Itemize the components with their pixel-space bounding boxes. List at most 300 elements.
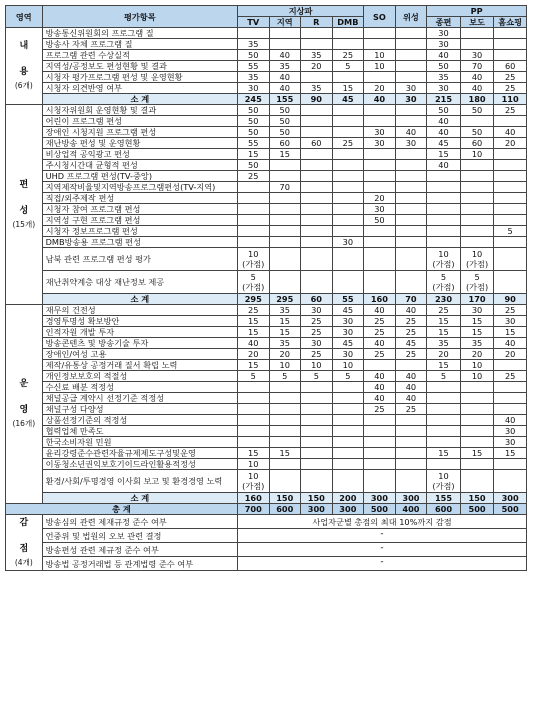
score-cell: [395, 61, 427, 72]
score-cell: [395, 437, 427, 448]
score-cell: [395, 204, 427, 215]
score-cell: [364, 426, 396, 437]
header-local: 지역: [269, 17, 301, 28]
score-cell: [364, 360, 396, 371]
score-cell: 40: [364, 393, 396, 404]
score-cell: 25: [237, 305, 269, 316]
header-item: 평가항목: [42, 6, 237, 28]
sub-value: 55: [332, 294, 364, 305]
score-cell: [237, 470, 269, 493]
score-cell: 30: [332, 316, 364, 327]
score-cell: [301, 105, 333, 116]
sub-value: 155: [427, 493, 461, 504]
score-cell: [460, 204, 494, 215]
score-cell: [332, 382, 364, 393]
table-row: [6, 237, 527, 248]
sub-value: 160: [364, 294, 396, 305]
score-cell: 40: [395, 393, 427, 404]
area-count: (6개): [14, 81, 33, 90]
sub-value: 215: [427, 94, 461, 105]
score-cell: [301, 237, 333, 248]
table-row: [6, 415, 527, 426]
score-cell: 60: [269, 138, 301, 149]
table-row: [6, 248, 527, 271]
score-cell: 15: [269, 316, 301, 327]
score-cell: 30: [332, 237, 364, 248]
score-cell: 15: [332, 83, 364, 94]
deduction-row: [6, 515, 527, 529]
score-cell: [364, 470, 396, 493]
table-row: [6, 360, 527, 371]
score-cell: 20: [237, 349, 269, 360]
deduction-row: [6, 543, 527, 557]
score-cell: [332, 105, 364, 116]
score-cell: 10: [460, 149, 494, 160]
score-cell: [364, 248, 396, 271]
score-cell: 25: [494, 105, 527, 116]
sub-value: 40: [364, 94, 396, 105]
score-cell: [395, 237, 427, 248]
score-cell: 25: [494, 83, 527, 94]
sub-value: 245: [237, 94, 269, 105]
score-cell: 50: [460, 127, 494, 138]
score-cell: 30: [364, 138, 396, 149]
score-cell: [332, 116, 364, 127]
score-cell: 35: [269, 338, 301, 349]
score-cell: 25: [395, 316, 427, 327]
score-cell: [301, 204, 333, 215]
score-cell: [494, 171, 527, 182]
grand-total-value: 600: [269, 504, 301, 515]
item-label: 주시청시간대 균형적 편성: [42, 160, 237, 171]
score-cell: 50: [460, 105, 494, 116]
table-row: [6, 182, 527, 193]
item-label: 지역제작비율및지역방송프로그램편성(TV-지역): [42, 182, 237, 193]
score-cell: [269, 459, 301, 470]
score-cell: [237, 437, 269, 448]
score-cell: [494, 393, 527, 404]
score-cell: [460, 437, 494, 448]
item-label: 윤리강령준수관련자율규제제도구성및운영: [42, 448, 237, 459]
score-cell: 25: [301, 349, 333, 360]
score-cell: [395, 149, 427, 160]
score-cell: [269, 437, 301, 448]
item-label: 재무의 건전성: [42, 305, 237, 316]
score-cell: 15: [494, 327, 527, 338]
score-cell: [301, 415, 333, 426]
score-cell: 40: [395, 305, 427, 316]
score-cell: [301, 127, 333, 138]
score-cell: 10: [237, 459, 269, 470]
score-cell: [364, 105, 396, 116]
score-cell: [460, 116, 494, 127]
score-cell: [460, 39, 494, 50]
score-cell: [269, 226, 301, 237]
score-cell: [460, 160, 494, 171]
score-cell: [301, 215, 333, 226]
score-cell: 40: [494, 338, 527, 349]
score-cell: [395, 360, 427, 371]
score-cell: 40: [269, 50, 301, 61]
item-label: 시청자 의견반영 여부: [42, 83, 237, 94]
score-cell: 10: [460, 371, 494, 382]
score-cell: [395, 271, 427, 294]
sub-value: 110: [494, 94, 527, 105]
score-cell: 50: [269, 116, 301, 127]
sub-row: [6, 294, 527, 305]
score-value: 5: [250, 272, 256, 282]
score-cell: 5: [301, 371, 333, 382]
table-row: [6, 149, 527, 160]
score-cell: [301, 271, 333, 294]
score-cell: 40: [269, 72, 301, 83]
score-cell: [301, 248, 333, 271]
score-cell: 40: [494, 415, 527, 426]
score-cell: [332, 193, 364, 204]
score-cell: [395, 193, 427, 204]
score-cell: [332, 226, 364, 237]
score-cell: [332, 171, 364, 182]
score-cell: 20: [494, 138, 527, 149]
score-cell: 50: [269, 127, 301, 138]
evaluation-table: [5, 5, 527, 571]
table-row: [6, 448, 527, 459]
area-label: 편 성: [19, 179, 29, 216]
table-row: [6, 271, 527, 294]
score-cell: [494, 360, 527, 371]
score-cell: 70: [269, 182, 301, 193]
score-cell: 5: [237, 371, 269, 382]
bonus-note: (가점): [432, 481, 455, 491]
score-cell: [460, 426, 494, 437]
score-cell: 30: [427, 83, 461, 94]
score-cell: [237, 382, 269, 393]
score-cell: [460, 415, 494, 426]
item-label: 재난방송 편성 및 운영현황: [42, 138, 237, 149]
score-cell: 25: [494, 305, 527, 316]
header-dmb: DMB: [332, 17, 364, 28]
score-cell: [237, 226, 269, 237]
table-row: [6, 349, 527, 360]
score-cell: 45: [332, 305, 364, 316]
score-cell: 25: [332, 50, 364, 61]
score-cell: [301, 437, 333, 448]
score-cell: [269, 404, 301, 415]
score-cell: 30: [301, 338, 333, 349]
area-label: 감 점: [19, 517, 29, 554]
score-cell: [364, 116, 396, 127]
score-cell: 50: [237, 116, 269, 127]
grand-total-value: 300: [301, 504, 333, 515]
deduction-item: 방송법 공정거래법 등 관계법령 준수 여부: [42, 557, 237, 571]
grand-total-value: 500: [494, 504, 527, 515]
evaluation-table-container: [5, 5, 527, 571]
score-cell: 35: [237, 39, 269, 50]
score-cell: [395, 39, 427, 50]
score-cell: [494, 149, 527, 160]
score-cell: 40: [364, 382, 396, 393]
sub-value: 180: [460, 94, 494, 105]
score-cell: [395, 171, 427, 182]
header-so: SO: [364, 6, 396, 28]
score-cell: 25: [364, 349, 396, 360]
bonus-note: (가점): [432, 282, 455, 292]
score-cell: 30: [301, 305, 333, 316]
score-cell: [237, 415, 269, 426]
grand-total-value: 600: [427, 504, 461, 515]
score-cell: [460, 271, 494, 294]
area-count: (4개): [14, 557, 33, 567]
score-cell: 20: [364, 83, 396, 94]
score-cell: 25: [494, 371, 527, 382]
score-cell: [427, 226, 461, 237]
score-cell: [332, 404, 364, 415]
score-cell: 20: [494, 349, 527, 360]
score-cell: [460, 470, 494, 493]
item-label: 채널구성 다양성: [42, 404, 237, 415]
bonus-note: (가점): [465, 259, 489, 269]
score-cell: 40: [427, 116, 461, 127]
score-cell: 60: [494, 61, 527, 72]
score-cell: 50: [364, 215, 396, 226]
score-cell: [395, 215, 427, 226]
item-label: 프로그램 관련 수상실적: [42, 50, 237, 61]
score-cell: 40: [427, 160, 461, 171]
score-cell: [269, 204, 301, 215]
score-cell: 25: [395, 349, 427, 360]
table-row: [6, 204, 527, 215]
sub-value: 30: [395, 94, 427, 105]
sub-value: 230: [427, 294, 461, 305]
table-row: [6, 83, 527, 94]
score-cell: [332, 393, 364, 404]
score-cell: 15: [460, 316, 494, 327]
score-cell: 40: [237, 338, 269, 349]
score-cell: [395, 105, 427, 116]
score-cell: 20: [364, 193, 396, 204]
score-cell: [494, 271, 527, 294]
score-cell: [269, 215, 301, 226]
item-label: 비상업적 공익광고 편성: [42, 149, 237, 160]
item-label: 제작/유통상 공정거래 질서 확립 노력: [42, 360, 237, 371]
score-value: 10: [438, 471, 449, 481]
item-label: 수신료 배분 적정성: [42, 382, 237, 393]
table-row: [6, 39, 527, 50]
score-cell: 30: [460, 50, 494, 61]
score-cell: [332, 149, 364, 160]
item-label: 한국소비자원 민원: [42, 437, 237, 448]
bonus-note: (가점): [242, 282, 265, 292]
score-cell: 15: [460, 448, 494, 459]
area-label: 내 용: [19, 41, 29, 77]
score-cell: [269, 39, 301, 50]
score-cell: 15: [237, 149, 269, 160]
item-label: 장애인/여성 고용: [42, 349, 237, 360]
score-value: 10: [471, 249, 483, 259]
score-value: 5: [440, 272, 447, 282]
sub-value: 45: [332, 94, 364, 105]
score-cell: [427, 271, 461, 294]
score-cell: 20: [460, 349, 494, 360]
score-cell: 25: [494, 72, 527, 83]
table-row: [6, 72, 527, 83]
item-label: 경영투명성 확보방안: [42, 316, 237, 327]
item-label: 방송콘텐츠 및 방송기술 투자: [42, 338, 237, 349]
score-cell: [237, 237, 269, 248]
item-label: 장애인 시청지원 프로그램 편성: [42, 127, 237, 138]
item-label: 상품선정기준의 적정성: [42, 415, 237, 426]
score-cell: 40: [460, 83, 494, 94]
score-cell: [237, 215, 269, 226]
score-cell: [301, 28, 333, 39]
score-cell: 20: [301, 61, 333, 72]
sub-row: [6, 94, 527, 105]
score-cell: 30: [332, 327, 364, 338]
item-label: 방송사 자체 프로그램 질: [42, 39, 237, 50]
score-cell: 50: [269, 105, 301, 116]
score-cell: [332, 459, 364, 470]
bonus-note: (가점): [242, 481, 265, 491]
sub-value: 155: [269, 94, 301, 105]
score-cell: [301, 171, 333, 182]
score-cell: [332, 127, 364, 138]
sub-value: 70: [395, 294, 427, 305]
item-label: 환경/사회/투명경영 이사회 보고 및 환경경영 노력: [42, 470, 237, 493]
score-cell: 40: [269, 83, 301, 94]
score-cell: 35: [301, 83, 333, 94]
table-row: [6, 459, 527, 470]
score-cell: [395, 28, 427, 39]
item-label: 이동청소년권익보호기이드라인활용적정성: [42, 459, 237, 470]
score-cell: 35: [269, 61, 301, 72]
score-cell: 30: [364, 127, 396, 138]
score-cell: [494, 204, 527, 215]
score-cell: [427, 437, 461, 448]
table-row: [6, 316, 527, 327]
score-cell: [301, 393, 333, 404]
score-cell: 30: [364, 204, 396, 215]
score-cell: 50: [427, 61, 461, 72]
header-pp: PP: [427, 6, 527, 17]
score-cell: [301, 404, 333, 415]
score-cell: [395, 248, 427, 271]
sub-label: 소 계: [42, 94, 237, 105]
table-body: [6, 28, 527, 571]
score-cell: [269, 393, 301, 404]
score-cell: [364, 226, 396, 237]
grand-total-value: 400: [395, 504, 427, 515]
score-cell: 30: [427, 28, 461, 39]
area-programming: [6, 105, 43, 305]
score-cell: [494, 182, 527, 193]
sub-row: [6, 493, 527, 504]
grand-total-value: 500: [364, 504, 396, 515]
score-cell: [494, 404, 527, 415]
table-row: [6, 371, 527, 382]
sub-value: 170: [460, 294, 494, 305]
score-cell: [332, 248, 364, 271]
score-cell: [427, 182, 461, 193]
score-cell: [332, 39, 364, 50]
score-cell: 15: [427, 327, 461, 338]
item-label: 채널공급 계약시 선정기준 적정성: [42, 393, 237, 404]
score-cell: 30: [494, 316, 527, 327]
score-cell: [269, 382, 301, 393]
score-cell: 5: [494, 226, 527, 237]
score-cell: 55: [237, 138, 269, 149]
score-cell: 40: [494, 127, 527, 138]
item-label: 개인정보보호의 적절성: [42, 371, 237, 382]
score-cell: 60: [460, 138, 494, 149]
score-cell: [269, 426, 301, 437]
score-cell: 40: [364, 305, 396, 316]
score-cell: [332, 415, 364, 426]
score-cell: 50: [237, 127, 269, 138]
score-cell: [269, 415, 301, 426]
score-cell: [395, 426, 427, 437]
score-cell: [494, 160, 527, 171]
sub-value: 200: [332, 493, 364, 504]
score-value: 5: [474, 272, 480, 282]
score-cell: [364, 437, 396, 448]
score-cell: 25: [395, 404, 427, 415]
score-cell: [364, 448, 396, 459]
bonus-note: (가점): [465, 282, 489, 292]
score-cell: [494, 248, 527, 271]
score-cell: 15: [494, 448, 527, 459]
table-row: [6, 338, 527, 349]
score-cell: 15: [237, 316, 269, 327]
score-cell: [237, 193, 269, 204]
area-count: (16개): [12, 419, 36, 428]
sub-value: 150: [269, 493, 301, 504]
item-label: DMB방송용 프로그램 편성: [42, 237, 237, 248]
score-cell: 35: [237, 72, 269, 83]
grand-total-row: [6, 504, 527, 515]
item-label: 시청자위원회 운영현황 및 결과: [42, 105, 237, 116]
score-cell: 45: [427, 138, 461, 149]
score-cell: [332, 426, 364, 437]
score-cell: [237, 426, 269, 437]
table-row: [6, 28, 527, 39]
score-value: 10: [248, 249, 259, 259]
sub-value: 300: [364, 493, 396, 504]
score-cell: 70: [460, 61, 494, 72]
header-tv: TV: [237, 17, 269, 28]
score-cell: [364, 271, 396, 294]
item-label: 방송통신위원회의 프로그램 질: [42, 28, 237, 39]
score-cell: 35: [427, 338, 461, 349]
score-cell: 30: [460, 305, 494, 316]
score-cell: [395, 448, 427, 459]
score-cell: 25: [364, 327, 396, 338]
sub-value: 160: [237, 493, 269, 504]
score-cell: 40: [427, 50, 461, 61]
score-cell: [427, 382, 461, 393]
item-label: 시청자 정보프로그램 편성: [42, 226, 237, 237]
score-cell: [301, 149, 333, 160]
score-cell: [364, 72, 396, 83]
deduction-rule: 사업자군별 총점의 최대 10%까지 감점: [237, 515, 526, 529]
score-cell: [427, 237, 461, 248]
score-cell: [237, 248, 269, 271]
score-cell: [395, 50, 427, 61]
table-row: [6, 404, 527, 415]
score-cell: [269, 160, 301, 171]
score-cell: [364, 182, 396, 193]
score-cell: [364, 459, 396, 470]
area-operation: [6, 305, 43, 504]
